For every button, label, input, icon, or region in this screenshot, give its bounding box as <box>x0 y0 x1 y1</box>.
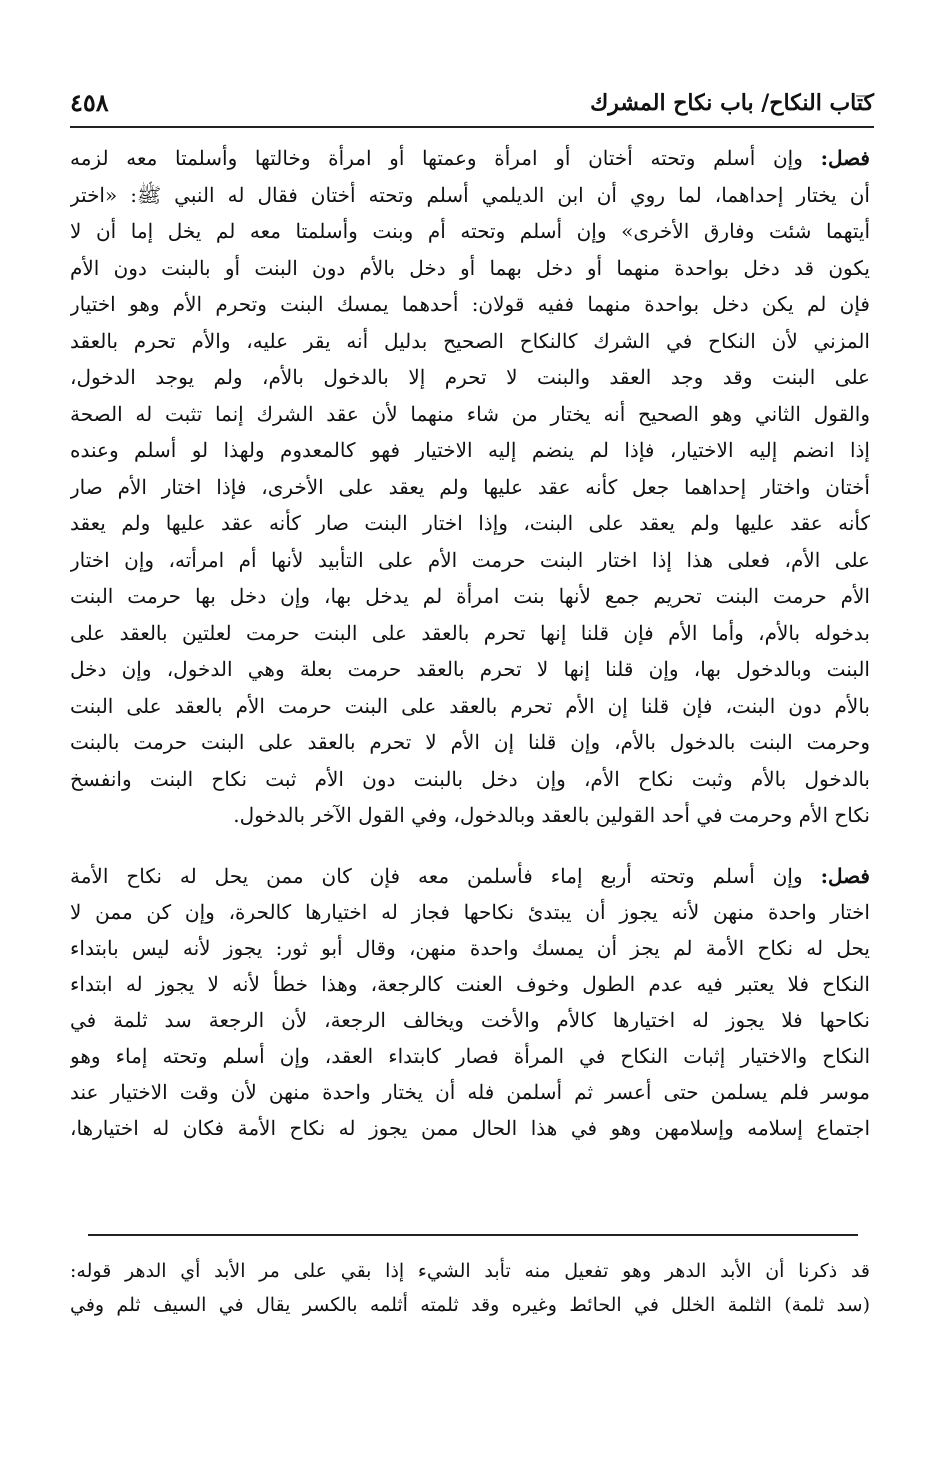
text-line: أختان واختار إحداهما جعل كأنه عقد عليها ولم يعقد على الأخرى، فإذا اختار الأم صار <box>70 474 870 499</box>
header-title: كتاب النكاح/ باب نكاح المشرك <box>590 90 874 116</box>
footnote-divider <box>88 1234 858 1236</box>
text-line: اختار واحدة منهن لأنه يجوز أن يبتدئ نكاحها فجاز له اختيارها كالحرة، وإن كن ممن لا <box>70 899 870 924</box>
text-line: المزني لأن النكاح في الشرك كالنكاح الصحيح بدليل أنه يقر عليه، والأم تحرم بالعقد <box>70 328 870 353</box>
text-line: البنت وبالدخول بها، وإن قلنا إنها لا تحرم بالعقد حرمت بعلة وهي الدخول، وإن دخل <box>70 657 870 681</box>
text-line: نكاح الأم وحرمت في أحد القولين بالعقد وبالدخول، وفي القول الآخر بالدخول. <box>233 803 870 827</box>
text-line: نكاحها فلا يجوز له اختيارها كالأم والأخت ويخالف الرجعة، لأن الرجعة سد ثلمة في <box>70 1007 870 1032</box>
text-line: أيتهما شئت وفارق الأخرى» وإن أسلم وتحته أم وبنت وأسلمتا معه لم يخل إما أن لا <box>70 219 870 243</box>
text-line: النكاح والاختيار إثبات النكاح في المرأة فصار كابتداء العقد، وإن أسلم وتحته إماء وهو <box>70 1043 870 1068</box>
text-line: موسر فلم يسلمن حتى أعسر ثم أسلمن فله أن يختار واحدة منهن لأن وقت الاختيار عند <box>70 1079 870 1104</box>
text-line: أن يختار إحداهما، لما روي أن ابن الديلمي أسلم وتحته أختان فقال له النبي ﷺ: «اختر <box>70 182 870 207</box>
text-line: فإن لم يكن دخل بواحدة منهما ففيه قولان: أحدهما يمسك البنت وتحرم الأم وهو اختيار <box>70 292 870 316</box>
text-line <box>70 140 870 177</box>
text-line: والقول الثاني وهو الصحيح أنه يختار من شاء منهما لأن عقد الشرك إنما تثبت له الصحة <box>70 401 870 426</box>
text-line: النكاح فلا يعتبر فيه عدم الطول وخوف العنت كالرجعة، وهذا خطأ لأنه لا يجوز له ابتداء <box>70 971 870 996</box>
section-lead: فصل: <box>820 863 870 888</box>
text-line: على الأم، فعلى هذا إذا اختار البنت حرمت الأم على التأبيد لأنها أم امرأته، وإن اختار <box>70 547 870 572</box>
text-line: بدخوله بالأم، وأما الأم فإن قلنا إنها تحرم بالعقد على البنت حرمت لعلتين بالعقد على <box>70 620 870 645</box>
text-line: وحرمت البنت بالدخول بالأم، وإن قلنا إن الأم لا تحرم بالعقد على البنت حرمت بالبنت <box>70 730 870 754</box>
text-line: الأم حرمت البنت تحريم جمع لأنها بنت امرأة لم يدخل بها، وإن دخل بها حرمت البنت <box>70 584 870 608</box>
section-lead: فصل: <box>820 146 870 170</box>
text-line: إذا انضم إليه الاختيار، فإذا لم ينضم إليه الاختيار فهو كالمعدوم ولهذا لو أسلم وعنده <box>70 438 870 462</box>
line-text: وإن أسلم وتحته أربع إماء فأسلمن معه فإن كان ممن يحل له نكاح الأمة <box>70 863 803 888</box>
paragraph-2 <box>70 858 870 1146</box>
footnote-line: قد ذكرنا أن الأبد الدهر وهو تفعيل منه تأبد الشيء إذا بقي على مر الأبد أي الدهر قوله: <box>70 1260 870 1282</box>
paragraph-1 <box>70 140 870 834</box>
text-line: كأنه عقد عليها ولم يعقد على البنت، وإذا اختار البنت صار كأنه عقد عليها ولم يعقد <box>70 511 870 535</box>
text-line: يحل له نكاح الأمة لم يجز أن يمسك واحدة منهن، وقال أبو ثور: يجوز لأنه ليس بابتداء <box>70 935 870 960</box>
text-line: بالدخول بالأم وثبت نكاح الأم، وإن دخل بالبنت دون الأم ثبت نكاح البنت وانفسخ <box>70 766 870 791</box>
text-line <box>70 858 870 894</box>
text-line: على البنت وقد وجد العقد والبنت لا تحرم إلا بالدخول بالأم، ولم يوجد الدخول، <box>70 365 870 389</box>
page-number: ٤٥٨ <box>70 88 109 117</box>
main-text <box>70 140 870 1146</box>
running-header <box>70 86 874 128</box>
text-line: يكون قد دخل بواحدة منهما أو دخل بهما أو دخل بالأم دون البنت أو بالبنت دون الأم <box>70 255 870 280</box>
footnote-line: (سد ثلمة) الثلمة الخلل في الحائط وغيره وقد ثلمته أثلمه بالكسر يقال في السيف ثلم وفي <box>70 1294 870 1316</box>
text-line: اجتماع إسلامه وإسلامهن وهو في هذا الحال ممن يجوز له نكاح الأمة فكان له اختيارها، <box>70 1115 870 1140</box>
text-line: بالأم دون البنت، فإن قلنا إن الأم تحرم بالعقد على البنت حرمت الأم بالعقد على البنت <box>70 693 870 718</box>
footnote <box>70 1254 870 1322</box>
line-text: وإن أسلم وتحته أختان أو امرأة وعمتها أو امرأة وخالتها وأسلمتا معه لزمه <box>70 146 803 170</box>
